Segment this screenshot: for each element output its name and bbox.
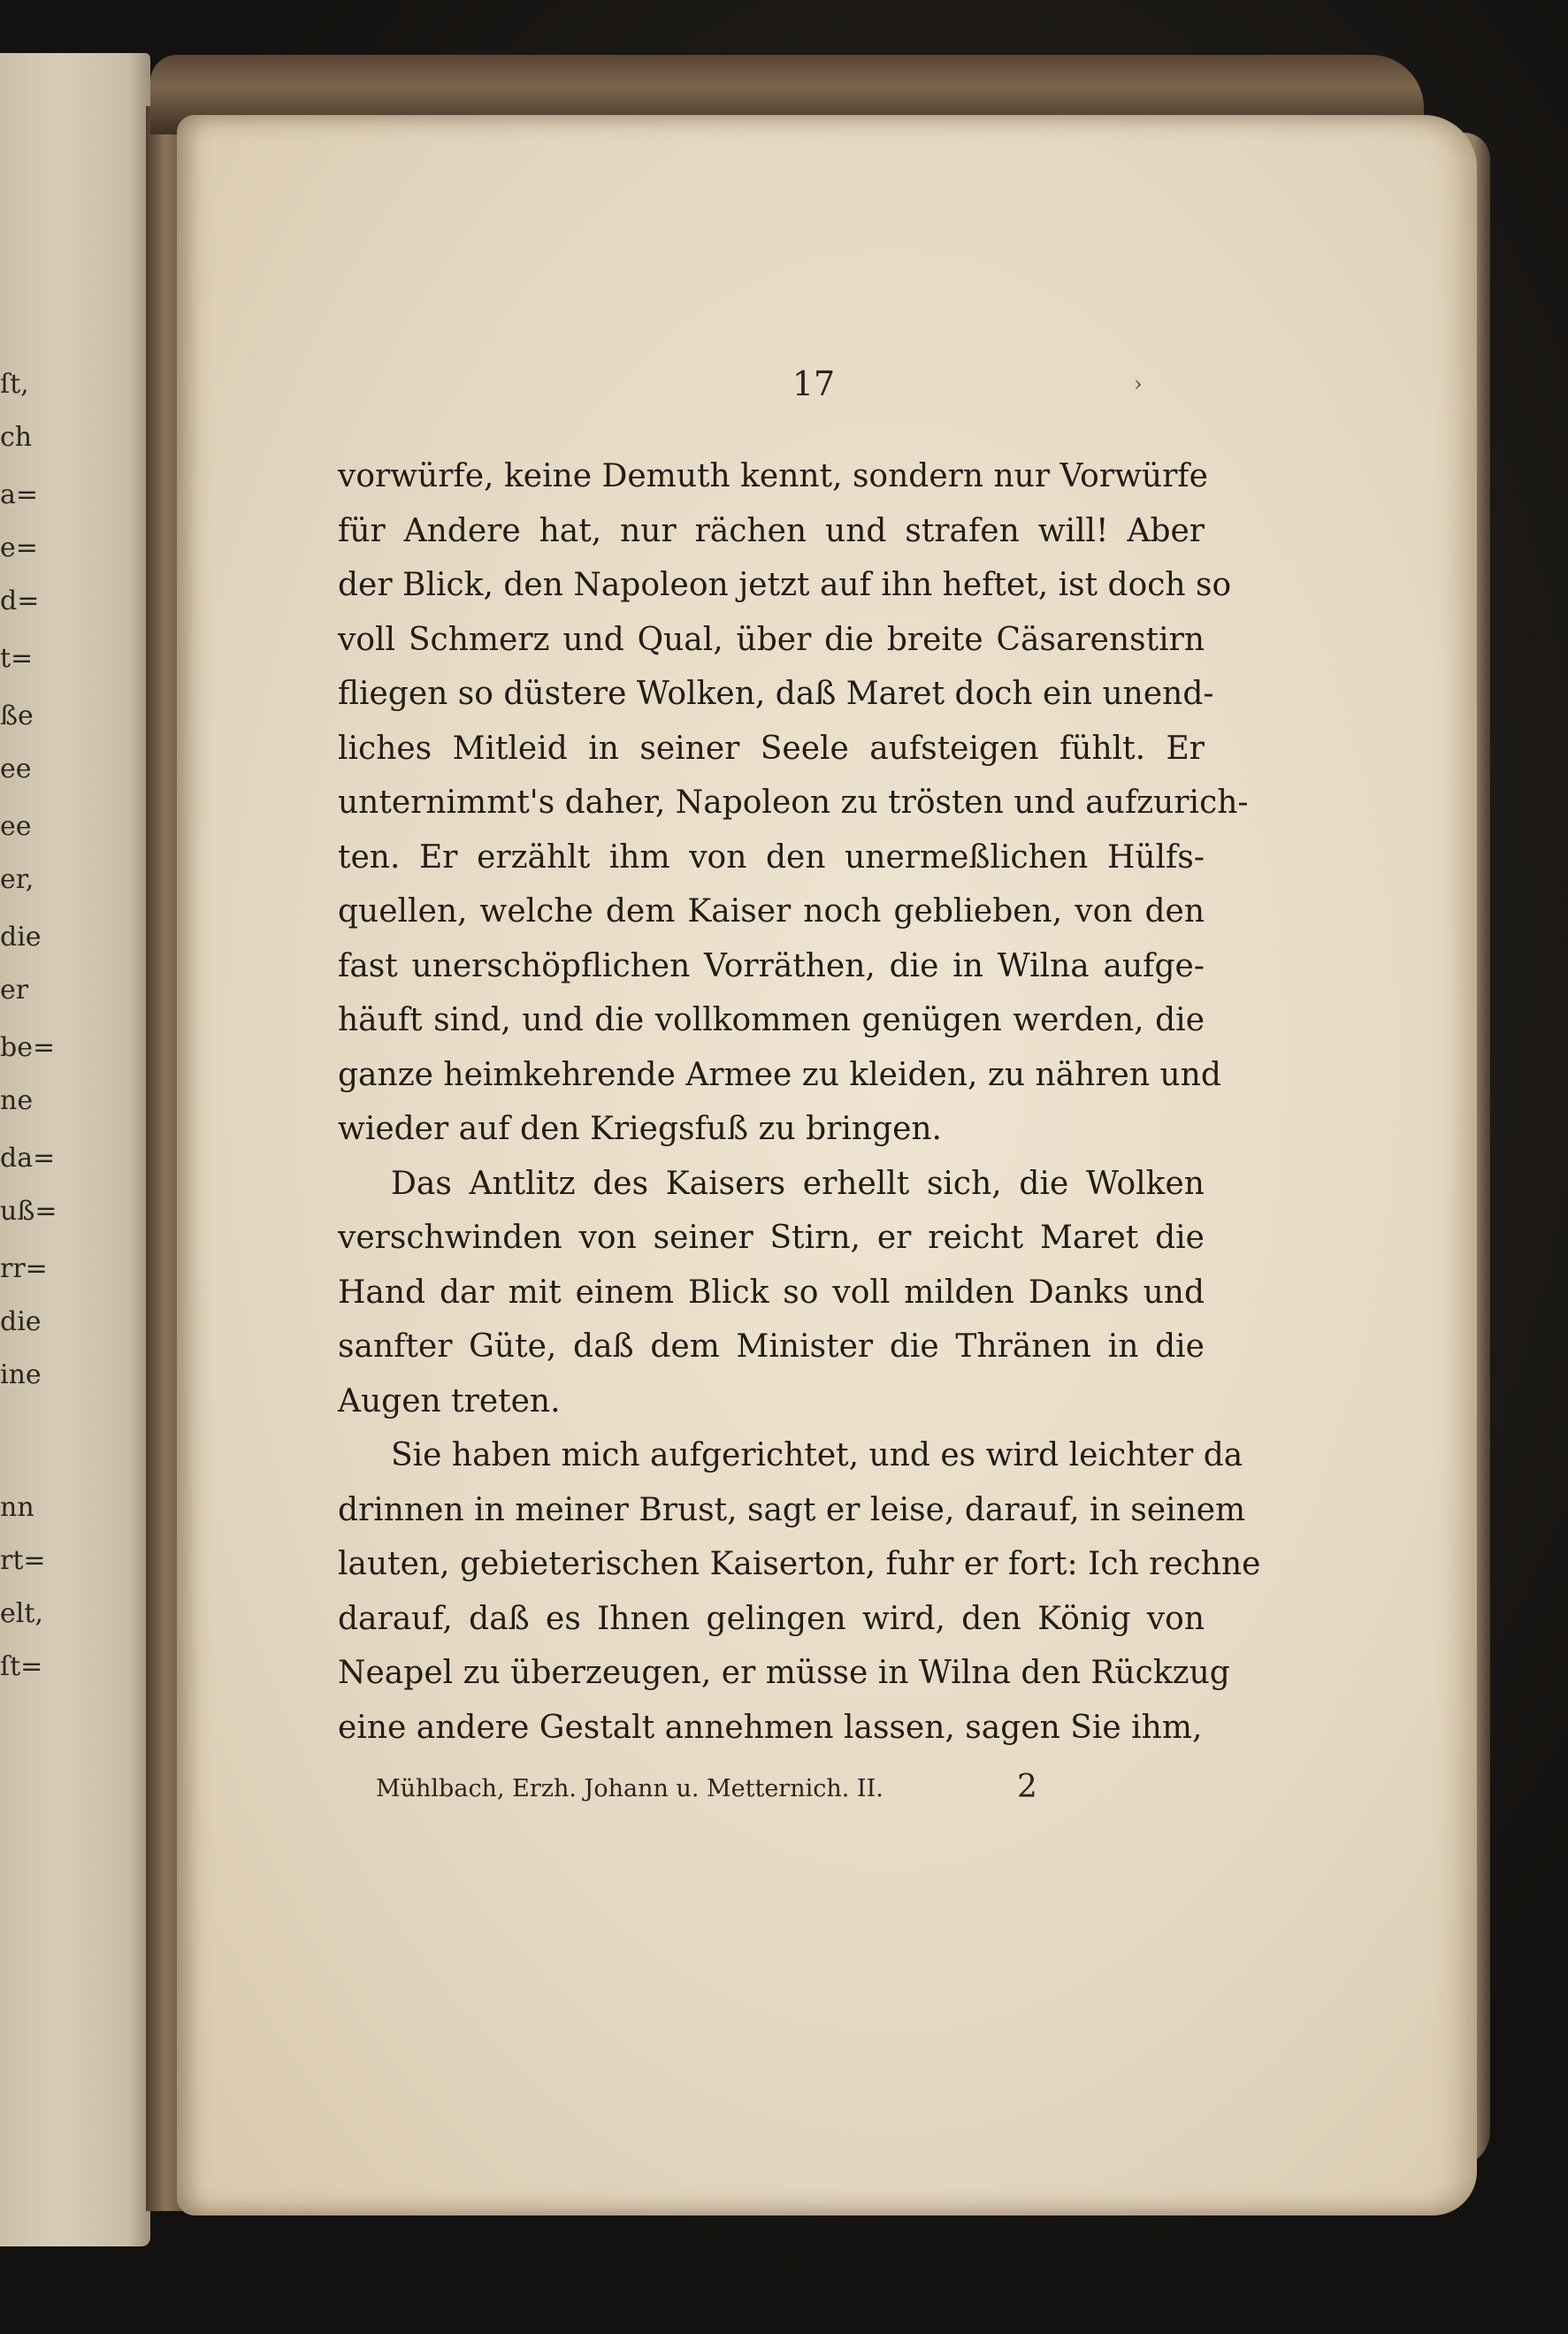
left-page-fragment: die	[0, 922, 42, 953]
left-page-fragment: rt=	[0, 1545, 46, 1576]
text-line: drinnen in meiner Brust, sagt er leise, darauf, in seinem	[338, 1491, 1246, 1528]
text-line: Hand dar mit einem Blick so voll milden Danks und	[338, 1274, 1205, 1311]
text-line: lauten, gebieterischen Kaiserton, fuhr er fort: Ich rechne	[338, 1546, 1261, 1582]
left-page-fragment: t=	[0, 643, 34, 674]
left-page-fragment: da=	[0, 1143, 56, 1174]
text-line: vorwürfe, keine Demuth kennt, sondern nur Vorwürfe	[338, 458, 1208, 494]
left-page-fragment: ch	[0, 422, 33, 453]
left-page-fragment: die	[0, 1306, 42, 1337]
text-line: wieder auf den Kriegsfuß zu bringen.	[338, 1111, 942, 1147]
previous-page-sliver	[0, 53, 150, 2246]
text-line: der Blick, den Napoleon jetzt auf ihn heftet, ist doch so	[338, 567, 1232, 603]
text-line: quellen, welche dem Kaiser noch geblieben, von den	[338, 893, 1205, 930]
text-line: Das Antlitz des Kaisers erhellt sich, die Wolken	[391, 1165, 1205, 1202]
page-mark: ›	[1134, 371, 1143, 396]
left-page-fragment: uß=	[0, 1196, 57, 1227]
page-number: 17	[792, 364, 836, 403]
left-page-fragment: ſt=	[0, 1651, 43, 1682]
footer-signature-line: Mühlbach, Erzh. Johann u. Metternich. II.	[376, 1775, 883, 1802]
text-line: häuft sind, und die vollkommen genügen werden, die	[338, 1002, 1205, 1038]
left-page-fragment: ße	[0, 700, 34, 731]
left-page-fragment: ne	[0, 1085, 34, 1116]
text-line: Neapel zu überzeugen, er müsse in Wilna den Rückzug	[338, 1655, 1230, 1691]
left-page-fragment: e=	[0, 532, 38, 563]
left-page-fragment: elt,	[0, 1598, 43, 1629]
left-page-fragment: d=	[0, 585, 40, 616]
text-line: unternimmt's daher, Napoleon zu trösten und aufzurich-	[338, 784, 1249, 821]
left-page-fragment: er	[0, 975, 29, 1006]
text-line: für Andere hat, nur rächen und strafen will! Aber	[338, 512, 1205, 549]
left-page-fragment: be=	[0, 1032, 56, 1063]
left-page-fragment: ine	[0, 1359, 42, 1390]
left-page-fragment: nn	[0, 1492, 34, 1523]
text-line: fast unerschöpflichen Vorräthen, die in Wilna aufge-	[338, 947, 1205, 984]
text-line: liches Mitleid in seiner Seele aufsteigen fühlt. Er	[338, 730, 1205, 767]
text-line: verschwinden von seiner Stirn, er reicht Maret die	[338, 1220, 1205, 1256]
left-page-fragment: er,	[0, 864, 34, 895]
left-page-fragment: a=	[0, 479, 39, 510]
text-line: voll Schmerz und Qual, über die breite Cäsarenstirn	[338, 621, 1205, 658]
left-page-fragment: ee	[0, 811, 32, 842]
text-line: Augen treten.	[338, 1382, 561, 1420]
text-line: sanfter Güte, daß dem Minister die Thränen in die	[338, 1328, 1205, 1365]
text-line: fliegen so düstere Wolken, daß Maret doch ein unend-	[338, 676, 1214, 712]
left-page-fragment: ſt,	[0, 369, 29, 400]
text-line: Sie haben mich aufgerichtet, und es wird leichter da	[391, 1437, 1243, 1473]
body-text	[338, 449, 1261, 1755]
text-line: eine andere Gestalt annehmen lassen, sagen Sie ihm,	[338, 1709, 1203, 1746]
text-line: ganze heimkehrende Armee zu kleiden, zu nähren und	[338, 1056, 1221, 1093]
left-page-fragment: rr=	[0, 1253, 48, 1284]
left-page-fragment: ee	[0, 754, 32, 784]
text-line: ten. Er erzählt ihm von den unermeßlichen Hülfs-	[338, 838, 1205, 876]
text-line: darauf, daß es Ihnen gelingen wird, den König von	[338, 1600, 1205, 1637]
printer-signature-number: 2	[1017, 1769, 1037, 1805]
